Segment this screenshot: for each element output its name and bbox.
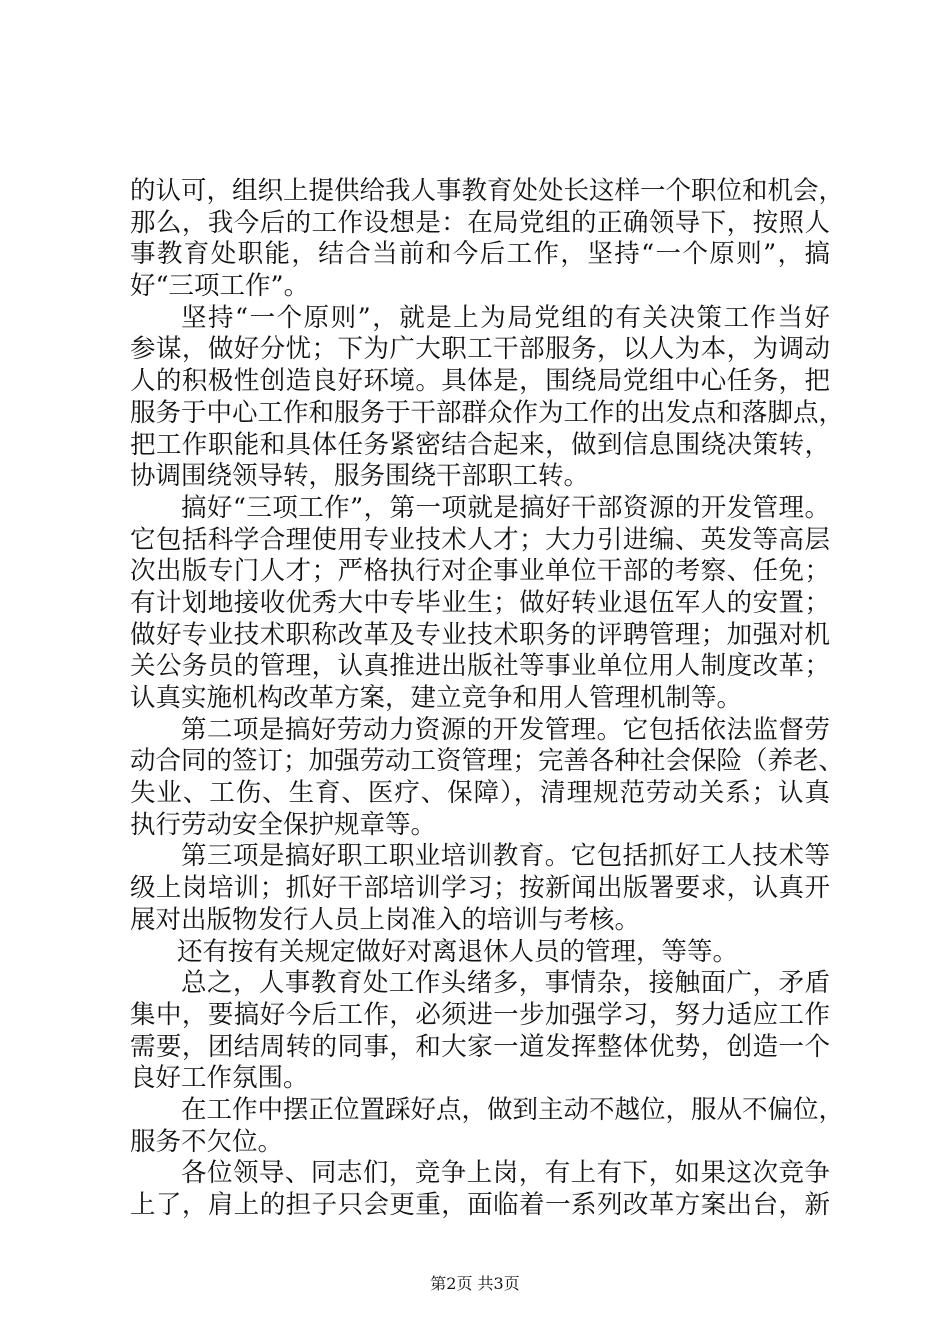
text-line: 级上岗培训；抓好干部培训学习；按新闻出版署要求，认真开 (130, 873, 830, 904)
text-line: 做好专业技术职称改革及专业技术职务的评聘管理；加强对机 (130, 619, 830, 650)
text-line: 坚持“一个原则”，就是上为局党组的有关决策工作当好 (181, 302, 830, 333)
text-line: 在工作中摆正位置踩好点，做到主动不越位，服从不偏位， (181, 1094, 845, 1125)
document-body (130, 176, 845, 1222)
page-number: 第2页 共3页 (430, 1274, 520, 1293)
text-line: 参谋，做好分忧；下为广大职工干部服务，以人为本，为调动 (130, 334, 830, 365)
text-line: 集中，要搞好今后工作，必须进一步加强学习，努力适应工作 (130, 999, 830, 1030)
text-line: 失业、工伤、生育、医疗、保障），清理规范劳动关系；认真 (130, 778, 830, 809)
text-line: 把工作职能和具体任务紧密结合起来，做到信息围绕决策转， (130, 429, 830, 460)
text-line: 服务于中心工作和服务于干部群众作为工作的出发点和落脚点， (130, 397, 845, 428)
text-line: 上了，肩上的担子只会更重，面临着一系列改革方案出台，新 (130, 1190, 830, 1220)
text-line: 那么，我今后的工作设想是：在局党组的正确领导下，按照人 (130, 207, 830, 238)
text-line: 还有按有关规定做好对离退休人员的管理，等等。 (177, 936, 739, 967)
text-line: 协调围绕领导转，服务围绕干部职工转。 (130, 461, 590, 492)
text-line: 展对出版物发行人员上岗准入的培训与考核。 (130, 904, 641, 935)
text-line: 动合同的签订；加强劳动工资管理；完善各种社会保险（养老、 (130, 746, 845, 777)
text-line: 认真实施机构改革方案，建立竞争和用人管理机制等。 (130, 683, 743, 713)
text-line: 第二项是搞好劳动力资源的开发管理。它包括依法监督劳 (181, 714, 830, 745)
text-line: 次出版专门人才；严格执行对企事业单位干部的考察、任免； (130, 556, 830, 587)
text-line: 好“三项工作”。 (130, 271, 310, 302)
text-line: 服务不欠位。 (130, 1126, 284, 1157)
text-line: 良好工作氛围。 (130, 1063, 309, 1094)
text-line: 搞好“三项工作”，第一项就是搞好干部资源的开发管理。 (181, 492, 830, 523)
text-line: 需要，团结周转的同事，和大家一道发挥整体优势，创造一个 (130, 1031, 830, 1062)
text-line: 执行劳动安全保护规章等。 (130, 809, 437, 840)
text-line: 它包括科学合理使用专业技术人才；大力引进编、英发等高层 (130, 524, 830, 555)
text-line: 各位领导、同志们，竞争上岗，有上有下，如果这次竞争 (181, 1158, 830, 1189)
text-line: 第三项是搞好职工职业培训教育。它包括抓好工人技术等 (181, 841, 830, 872)
text-line: 关公务员的管理，认真推进出版社等事业单位用人制度改革； (130, 651, 830, 682)
text-line: 的认可，组织上提供给我人事教育处处长这样一个职位和机会， (130, 176, 845, 206)
text-line: 总之，人事教育处工作头绪多，事情杂，接触面广，矛盾 (181, 968, 830, 999)
text-line: 人的积极性创造良好环境。具体是，围绕局党组中心任务，把 (130, 366, 830, 397)
text-line: 有计划地接收优秀大中专毕业生；做好转业退伍军人的安置； (130, 587, 830, 618)
text-line: 事教育处职能，结合当前和今后工作，坚持“一个原则”，搞 (130, 239, 830, 270)
